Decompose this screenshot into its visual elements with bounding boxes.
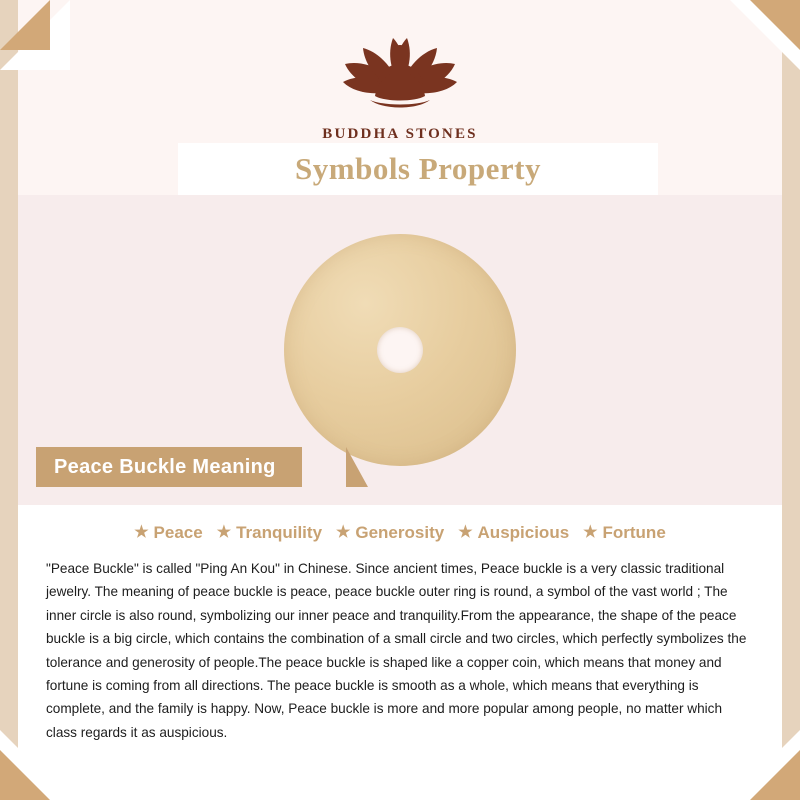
corner-accent-top-right (750, 0, 800, 50)
keyword-label: Peace (153, 523, 203, 542)
peace-buckle-hole (377, 327, 423, 373)
meaning-paragraph: "Peace Buckle" is called "Ping An Kou" in Chinese. Since ancient times, Peace buckle is a very classic traditional jewelry. The meaning of peace buckle is peace, peace buckle outer ring is round, a symbol of the vast world ; The inner circle is also round, symbolizing our inner peace and tranquility.From the appearance, the shape of the peace buckle is a big circle, which contains the combination of a small circle and two circles, which perfectly symbolizes the tolerance and generosity of people.The peace buckle is shaped like a copper coin, which means that money and fortune is coming from all directions. The peace buckle is smooth as a whole, which means that everything is complete, and the family is happy. Now, Peace buckle is more and more popular among people, no matter which class regards it as auspicious. (46, 561, 747, 740)
section-ribbon (36, 447, 302, 487)
keyword-label: Generosity (355, 523, 445, 542)
right-decorative-band (782, 0, 800, 800)
corner-accent-bottom-right (750, 750, 800, 800)
brand-header (18, 20, 782, 143)
keyword-item (134, 523, 203, 543)
body-section (18, 505, 782, 800)
corner-accent-bottom-left (0, 750, 50, 800)
peace-buckle-disc (284, 234, 516, 466)
keyword-label: Fortune (602, 523, 666, 542)
star-icon: ★ (458, 524, 473, 541)
left-decorative-band (0, 0, 18, 800)
corner-accent-top-left (0, 0, 50, 50)
keyword-item (458, 523, 569, 543)
star-icon: ★ (336, 524, 351, 541)
poster-content (18, 0, 782, 800)
star-icon: ★ (134, 524, 149, 541)
brand-name: BUDDHA STONES (322, 126, 478, 142)
star-icon: ★ (583, 524, 598, 541)
section-ribbon-label: Peace Buckle Meaning (54, 455, 276, 478)
page-title-band (178, 143, 658, 195)
keyword-item (336, 523, 444, 543)
lotus-meditation-icon (315, 20, 485, 120)
section-ribbon-tail (346, 447, 368, 487)
page-title: Symbols Property (295, 151, 541, 186)
keyword-label: Auspicious (477, 523, 570, 542)
star-icon: ★ (216, 524, 232, 541)
keyword-label: Tranquility (236, 523, 323, 542)
keyword-item (217, 523, 322, 543)
keyword-item (583, 523, 666, 543)
keyword-list (46, 523, 754, 543)
